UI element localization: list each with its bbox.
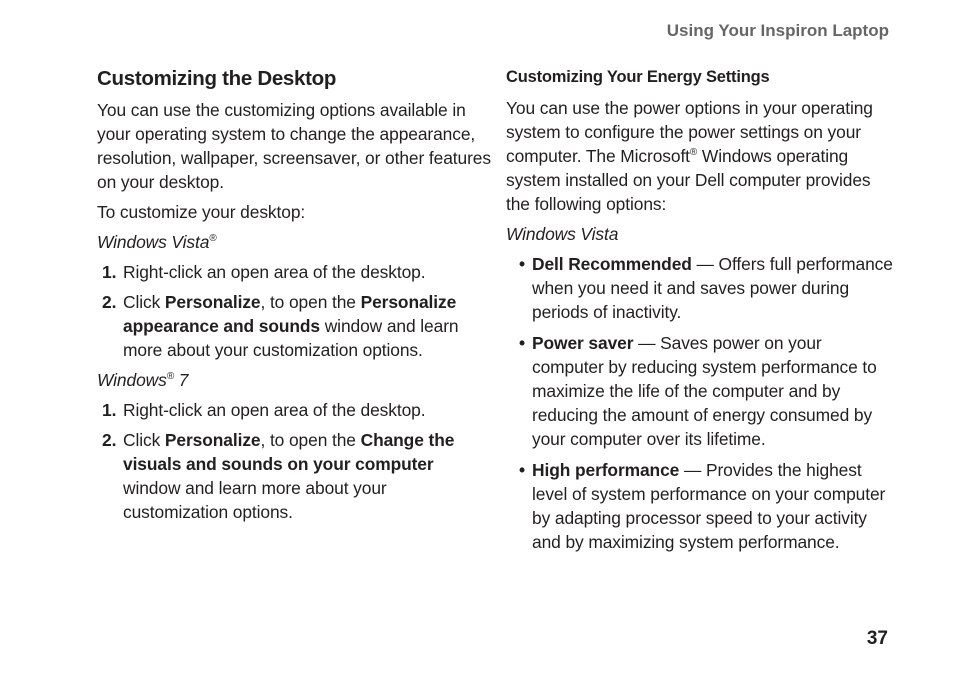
step-text-mid: , to open the	[260, 292, 361, 312]
os-suffix: 7	[173, 370, 189, 390]
intro-paragraph: You can use the customizing options available in your operating system to change the appearance, resolution, wallpaper, screensaver, or other features on your desktop.	[97, 100, 491, 192]
win7-steps	[97, 398, 492, 524]
option-name: High performance	[532, 460, 680, 480]
step-text-pre: Click	[123, 430, 165, 450]
os-heading-win7	[97, 368, 492, 392]
step-bold-personalize: Personalize	[164, 430, 261, 450]
option-name: Power saver	[532, 333, 634, 353]
os-name: Windows Vista	[97, 232, 210, 252]
power-option-item	[506, 458, 896, 554]
registered-mark: ®	[166, 371, 174, 383]
option-desc: — Offers full performance when you need it and saves power during periods of inactivity.	[532, 254, 893, 322]
energy-intro-paragraph	[506, 96, 896, 216]
bullet-icon: •	[519, 333, 525, 353]
step-bold-window-name: Personalize appearance and sounds	[123, 292, 457, 336]
running-header: Using Your Inspiron Laptop	[666, 21, 889, 40]
step-text-post: window and learn more about your customization options.	[123, 478, 387, 522]
vista-steps	[97, 260, 492, 362]
step-text-post: window and learn more about your customization options.	[123, 316, 459, 360]
right-column	[506, 64, 896, 561]
energy-intro-a: You can use the power options in your operating system to configure the power settings on your computer. The Microsoft	[506, 98, 873, 166]
step-item	[97, 290, 492, 362]
power-option-item	[506, 252, 896, 324]
step-number: 1.	[102, 400, 117, 420]
step-item	[97, 428, 492, 524]
step-text: Right-click an open area of the desktop.	[123, 400, 426, 420]
section-title-energy-settings: Customizing Your Energy Settings	[506, 68, 770, 86]
step-number: 2.	[102, 430, 117, 450]
registered-mark: ®	[689, 147, 698, 159]
step-bold-personalize: Personalize	[164, 292, 261, 312]
energy-intro-b: Windows operating system installed on your Dell computer provides the following options:	[506, 146, 871, 214]
bullet-icon: •	[519, 460, 525, 480]
os-heading-vista-energy: Windows Vista	[506, 224, 619, 244]
bullet-icon: •	[519, 254, 525, 274]
step-number: 1.	[102, 262, 117, 282]
left-column	[97, 64, 492, 530]
page-number: 37	[866, 628, 888, 649]
step-text: Right-click an open area of the desktop.	[123, 262, 426, 282]
section-title-customizing-desktop: Customizing the Desktop	[97, 67, 337, 90]
step-item	[97, 260, 492, 284]
option-desc: — Saves power on your computer by reducing system performance to maximize the life of the computer and by reducing the amount of energy consumed by your computer over its lifetime.	[532, 333, 877, 449]
power-options-list	[506, 252, 896, 554]
step-number: 2.	[102, 292, 117, 312]
step-text-mid: , to open the	[260, 430, 361, 450]
registered-mark: ®	[209, 233, 217, 245]
os-heading-vista	[97, 230, 492, 254]
os-name: Windows	[97, 370, 167, 390]
step-bold-window-name: Change the visuals and sounds on your computer	[123, 430, 455, 474]
power-option-item	[506, 331, 896, 451]
step-item	[97, 398, 492, 422]
step-text-pre: Click	[123, 292, 165, 312]
option-name: Dell Recommended	[532, 254, 692, 274]
option-desc: — Provides the highest level of system performance on your computer by adapting processor speed to your activity and by maximizing system performance.	[532, 460, 886, 552]
lead-paragraph: To customize your desktop:	[97, 202, 306, 222]
